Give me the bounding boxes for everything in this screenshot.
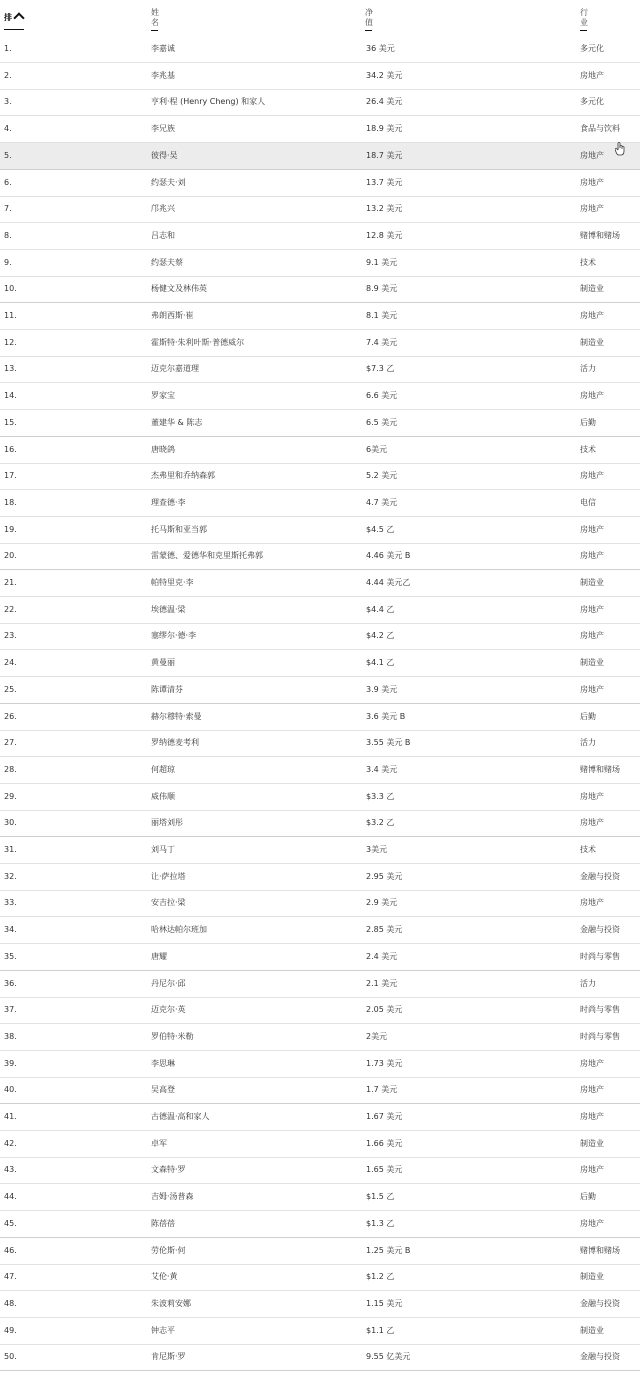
row-rank: 28. [4,764,17,774]
row-rank: 31. [4,845,17,854]
row-rank: 29. [4,791,17,801]
industry-column-header[interactable] [580,8,588,31]
table-row[interactable] [0,303,640,330]
row-net-worth: $4.5 乙 [366,524,395,534]
row-industry: 后勤 [580,711,596,721]
row-industry: 房地产 [580,311,604,320]
table-row[interactable] [0,463,640,490]
row-industry: 多元化 [580,44,604,53]
table-row[interactable] [0,223,640,250]
row-name: 钟志平 [151,1325,175,1335]
rank-header-underline [4,29,24,30]
row-net-worth: 36 美元 [366,44,395,53]
row-rank: 23. [4,631,17,641]
row-industry: 制造业 [580,1325,604,1335]
row-rank: 40. [4,1085,17,1095]
row-name: 安吉拉·梁 [151,898,186,908]
row-name: 赫尔穆特·索曼 [151,711,202,721]
row-industry: 食品与饮料 [580,124,620,134]
row-net-worth: $3.3 乙 [366,791,395,801]
row-industry: 时尚与零售 [580,1031,620,1041]
row-industry: 房地产 [580,684,604,694]
row-industry: 技术 [580,845,596,854]
row-net-worth: $4.4 乙 [366,604,395,614]
row-name: 让·萨拉塔 [151,871,186,881]
row-industry: 房地产 [580,204,604,214]
row-net-worth: $7.3 乙 [366,364,395,374]
row-net-worth: $1.1 乙 [366,1325,395,1335]
row-rank: 42. [4,1138,17,1148]
row-net-worth: $4.1 乙 [366,658,395,668]
row-industry: 时尚与零售 [580,1005,620,1015]
row-net-worth: $1.2 乙 [366,1272,395,1282]
row-industry: 房地产 [580,631,604,641]
row-industry: 活力 [580,738,596,748]
row-name: 李嘉诚 [151,44,175,53]
row-name: 迈克尔嘉道理 [151,364,199,374]
row-name: 李兆基 [151,70,175,80]
row-net-worth: 3美元 [366,845,388,854]
row-rank: 44. [4,1192,17,1202]
row-net-worth: $3.2 乙 [366,818,395,828]
row-net-worth: 2.4 美元 [366,951,398,961]
row-name: 雷蒙德、爱德华和克里斯托弗郭 [151,551,263,561]
row-industry: 房地产 [580,604,604,614]
row-name: 何超琼 [151,764,175,774]
table-row[interactable] [0,143,640,170]
row-rank: 50. [4,1352,17,1362]
row-rank: 15. [4,417,17,427]
row-net-worth: $4.2 乙 [366,631,395,641]
row-rank: 2. [4,70,12,80]
row-net-worth: 18.7 美元 [366,150,403,160]
row-industry: 多元化 [580,97,604,107]
row-name: 约瑟夫·刘 [151,177,186,187]
name-header-underline [151,30,158,31]
row-name: 董建华 & 陈志 [151,417,203,427]
row-industry: 制造业 [580,284,604,294]
table-row[interactable] [0,1024,640,1051]
row-net-worth: 2.1 美元 [366,978,398,988]
row-rank: 48. [4,1298,17,1308]
row-rank: 6. [4,177,12,187]
row-rank: 38. [4,1031,17,1041]
row-net-worth: 1.73 美元 [366,1058,403,1068]
row-net-worth: 6美元 [366,444,388,454]
table-row[interactable] [0,250,640,277]
row-name: 陈蓓蓓 [151,1218,175,1228]
row-industry: 后勤 [580,1192,596,1202]
row-rank: 7. [4,204,12,214]
row-name: 刘马丁 [151,845,175,854]
row-name: 古德温·高和家人 [151,1112,210,1121]
table-row[interactable] [0,971,640,998]
row-name: 罗家宝 [151,391,175,401]
row-rank: 8. [4,230,12,240]
row-name: 迈克尔·英 [151,1005,186,1015]
table-row[interactable] [0,330,640,357]
row-industry: 赌博和赌场 [580,1245,620,1255]
row-name: 唐耀 [151,951,167,961]
row-net-worth: 18.9 美元 [366,124,403,134]
row-industry: 房地产 [580,818,604,828]
row-net-worth: 2.9 美元 [366,898,398,908]
row-name: 李思琳 [151,1058,175,1068]
row-name: 弗朗西斯·崔 [151,311,194,320]
table-row[interactable] [0,1238,640,1265]
row-rank: 41. [4,1112,17,1121]
row-industry: 房地产 [580,1112,604,1121]
row-net-worth: 5.2 美元 [366,471,398,481]
table-row[interactable] [0,757,640,784]
table-row[interactable] [0,1157,640,1184]
row-net-worth: 12.8 美元 [366,230,403,240]
row-net-worth: $1.5 乙 [366,1192,395,1202]
table-row[interactable] [0,704,640,731]
row-net-worth: 1.67 美元 [366,1112,403,1121]
table-row[interactable] [0,944,640,971]
row-net-worth: 8.1 美元 [366,311,398,320]
table-row[interactable] [0,1211,640,1238]
table-row[interactable] [0,410,640,437]
row-rank: 13. [4,364,17,374]
rank-header-label: 排 [4,13,12,22]
row-industry: 房地产 [580,551,604,561]
row-name: 丹尼尔·邱 [151,978,186,988]
row-name: 朱波莉安娜 [151,1298,191,1308]
row-net-worth: 1.25 美元 B [366,1245,411,1255]
table-row[interactable] [0,1318,640,1345]
row-name: 托马斯和亚当郭 [151,524,207,534]
row-rank: 22. [4,604,17,614]
worth-column-header[interactable] [365,8,373,31]
row-rank: 10. [4,284,17,294]
worth-header-underline [365,30,372,31]
table-row[interactable] [0,116,640,143]
table-row[interactable] [0,623,640,650]
row-net-worth: 1.66 美元 [366,1138,403,1148]
table-row[interactable] [0,597,640,624]
row-rank: 1. [4,44,12,53]
table-row[interactable] [0,196,640,223]
row-rank: 24. [4,658,17,668]
row-industry: 房地产 [580,471,604,481]
table-row[interactable] [0,543,640,570]
row-industry: 活力 [580,364,596,374]
row-name: 劳伦斯·何 [151,1245,186,1255]
table-row[interactable] [0,650,640,677]
row-name: 邝兆兴 [151,204,175,214]
table-row[interactable] [0,356,640,383]
row-name: 黄曼丽 [151,658,175,668]
row-net-worth: 3.4 美元 [366,764,398,774]
row-rank: 5. [4,150,12,160]
row-rank: 3. [4,97,12,107]
table-row[interactable] [0,63,640,90]
row-name: 彼得·吴 [151,150,178,160]
row-rank: 11. [4,311,17,320]
row-rank: 36. [4,978,17,988]
table-row[interactable] [0,517,640,544]
row-name: 艾伦·黄 [151,1272,178,1282]
row-net-worth: 6.6 美元 [366,391,398,401]
row-name: 埃德温·梁 [151,604,186,614]
row-industry: 房地产 [580,1085,604,1095]
row-net-worth: 13.7 美元 [366,177,403,187]
row-rank: 35. [4,951,17,961]
row-net-worth: 2.95 美元 [366,871,403,881]
row-rank: 37. [4,1005,17,1015]
row-name: 吉姆·汤普森 [151,1192,194,1202]
row-industry: 赌博和赌场 [580,764,620,774]
row-name: 唐晓鸽 [151,444,175,454]
row-industry: 房地产 [580,1058,604,1068]
row-net-worth: 4.7 美元 [366,497,398,507]
row-name: 吕志和 [151,230,175,240]
row-industry: 房地产 [580,177,604,187]
table-row[interactable] [0,917,640,944]
row-industry: 时尚与零售 [580,951,620,961]
table-row[interactable] [0,1184,640,1211]
row-net-worth: 34.2 美元 [366,70,403,80]
table-header [0,0,640,36]
row-name: 约瑟夫蔡 [151,257,183,267]
row-name: 陈谭清芬 [151,684,183,694]
row-industry: 技术 [580,444,596,454]
row-name: 李兄族 [151,124,175,134]
row-industry: 技术 [580,257,596,267]
row-net-worth: 1.65 美元 [366,1165,403,1175]
table-row[interactable] [0,170,640,197]
row-name: 理查德·李 [151,497,186,507]
table-row[interactable] [0,89,640,116]
worth-header-label: 净 值 [365,8,373,27]
table-row[interactable] [0,276,640,303]
industry-header-underline [580,30,587,31]
row-net-worth: 7.4 美元 [366,337,398,347]
row-rank: 47. [4,1272,17,1282]
row-industry: 金融与投资 [580,925,620,935]
row-rank: 26. [4,711,17,721]
row-name: 罗纳德麦考利 [151,738,199,748]
table-row[interactable] [0,383,640,410]
row-name: 塞缪尔·德·李 [151,631,197,641]
row-rank: 32. [4,871,17,881]
row-industry: 房地产 [580,1165,604,1175]
row-rank: 46. [4,1245,17,1255]
row-industry: 制造业 [580,658,604,668]
table-row[interactable] [0,890,640,917]
table-row[interactable] [0,1344,640,1371]
table-row[interactable] [0,810,640,837]
table-row[interactable] [0,837,640,864]
row-name: 文森特·罗 [151,1165,186,1175]
row-name: 吴高登 [151,1085,175,1095]
row-net-worth: 13.2 美元 [366,204,403,214]
row-net-worth: 4.44 美元乙 [366,578,411,587]
table-row[interactable] [0,490,640,517]
table-row[interactable] [0,677,640,704]
row-rank: 20. [4,551,17,561]
row-name: 丽塔刘彤 [151,818,183,828]
row-industry: 赌博和赌场 [580,230,620,240]
row-rank: 39. [4,1058,17,1068]
row-industry: 制造业 [580,337,604,347]
row-net-worth: 2.85 美元 [366,925,403,935]
row-industry: 房地产 [580,898,604,908]
row-net-worth: 9.1 美元 [366,257,398,267]
row-name: 霍斯特·朱利叶斯·普德威尔 [151,337,245,347]
row-name: 威伟顺 [151,791,175,801]
row-net-worth: 6.5 美元 [366,417,398,427]
row-rank: 30. [4,818,17,828]
table-row[interactable] [0,36,640,63]
table-row[interactable] [0,1264,640,1291]
row-net-worth: 9.55 亿美元 [366,1352,411,1362]
industry-header-label: 行 业 [580,8,588,27]
row-name: 杰弗里和乔纳森郭 [151,471,215,481]
row-rank: 14. [4,391,17,401]
row-rank: 12. [4,337,17,347]
row-name: 卓军 [151,1138,167,1148]
row-rank: 33. [4,898,17,908]
row-industry: 房地产 [580,391,604,401]
table-row[interactable] [0,437,640,464]
row-net-worth: 26.4 美元 [366,97,403,107]
name-header-label: 姓 名 [151,8,159,27]
row-name: 罗伯特·米勒 [151,1031,194,1041]
row-industry: 制造业 [580,1272,604,1282]
row-rank: 25. [4,684,17,694]
row-net-worth: 3.6 美元 B [366,711,406,721]
row-rank: 27. [4,738,17,748]
row-industry: 房地产 [580,150,604,160]
row-industry: 制造业 [580,1138,604,1148]
sort-ascending-icon[interactable] [13,12,24,23]
row-rank: 21. [4,578,17,587]
name-column-header[interactable] [151,8,159,31]
row-rank: 34. [4,925,17,935]
row-name: 肯尼斯·罗 [151,1352,186,1362]
row-rank: 18. [4,497,17,507]
row-name: 亨利·程 (Henry Cheng) 和家人 [151,97,266,107]
row-industry: 活力 [580,978,596,988]
row-net-worth: 8.9 美元 [366,284,398,294]
row-net-worth: 2.05 美元 [366,1005,403,1015]
row-industry: 制造业 [580,578,604,587]
row-net-worth: 1.7 美元 [366,1085,398,1095]
row-rank: 45. [4,1218,17,1228]
row-name: 杨健文及林伟英 [151,284,207,294]
row-industry: 金融与投资 [580,1298,620,1308]
row-industry: 房地产 [580,791,604,801]
row-rank: 49. [4,1325,17,1335]
row-rank: 17. [4,471,17,481]
rank-column-header[interactable] [4,12,24,30]
table-row[interactable] [0,1051,640,1078]
row-industry: 电信 [580,497,596,507]
row-rank: 16. [4,444,17,454]
row-industry: 房地产 [580,524,604,534]
row-industry: 金融与投资 [580,871,620,881]
table-row[interactable] [0,1104,640,1131]
table-row[interactable] [0,784,640,811]
table-row[interactable] [0,1291,640,1318]
row-rank: 43. [4,1165,17,1175]
table-row[interactable] [0,1077,640,1104]
table-row[interactable] [0,864,640,891]
table-row[interactable] [0,730,640,757]
row-industry: 金融与投资 [580,1352,620,1362]
row-industry: 房地产 [580,1218,604,1228]
row-net-worth: 3.9 美元 [366,684,398,694]
row-net-worth: $1.3 乙 [366,1218,395,1228]
row-rank: 9. [4,257,12,267]
table-row[interactable] [0,1131,640,1158]
table-row[interactable] [0,570,640,597]
row-net-worth: 2美元 [366,1031,388,1041]
table-body [0,36,640,1371]
row-net-worth: 3.55 美元 B [366,738,411,748]
table-row[interactable] [0,997,640,1024]
row-name: 帕特里克·李 [151,578,194,587]
row-industry: 后勤 [580,417,596,427]
row-net-worth: 1.15 美元 [366,1298,403,1308]
row-net-worth: 4.46 美元 B [366,551,411,561]
row-rank: 19. [4,524,17,534]
row-industry: 房地产 [580,70,604,80]
row-rank: 4. [4,124,12,134]
row-name: 哈林达帕尔班加 [151,925,207,935]
